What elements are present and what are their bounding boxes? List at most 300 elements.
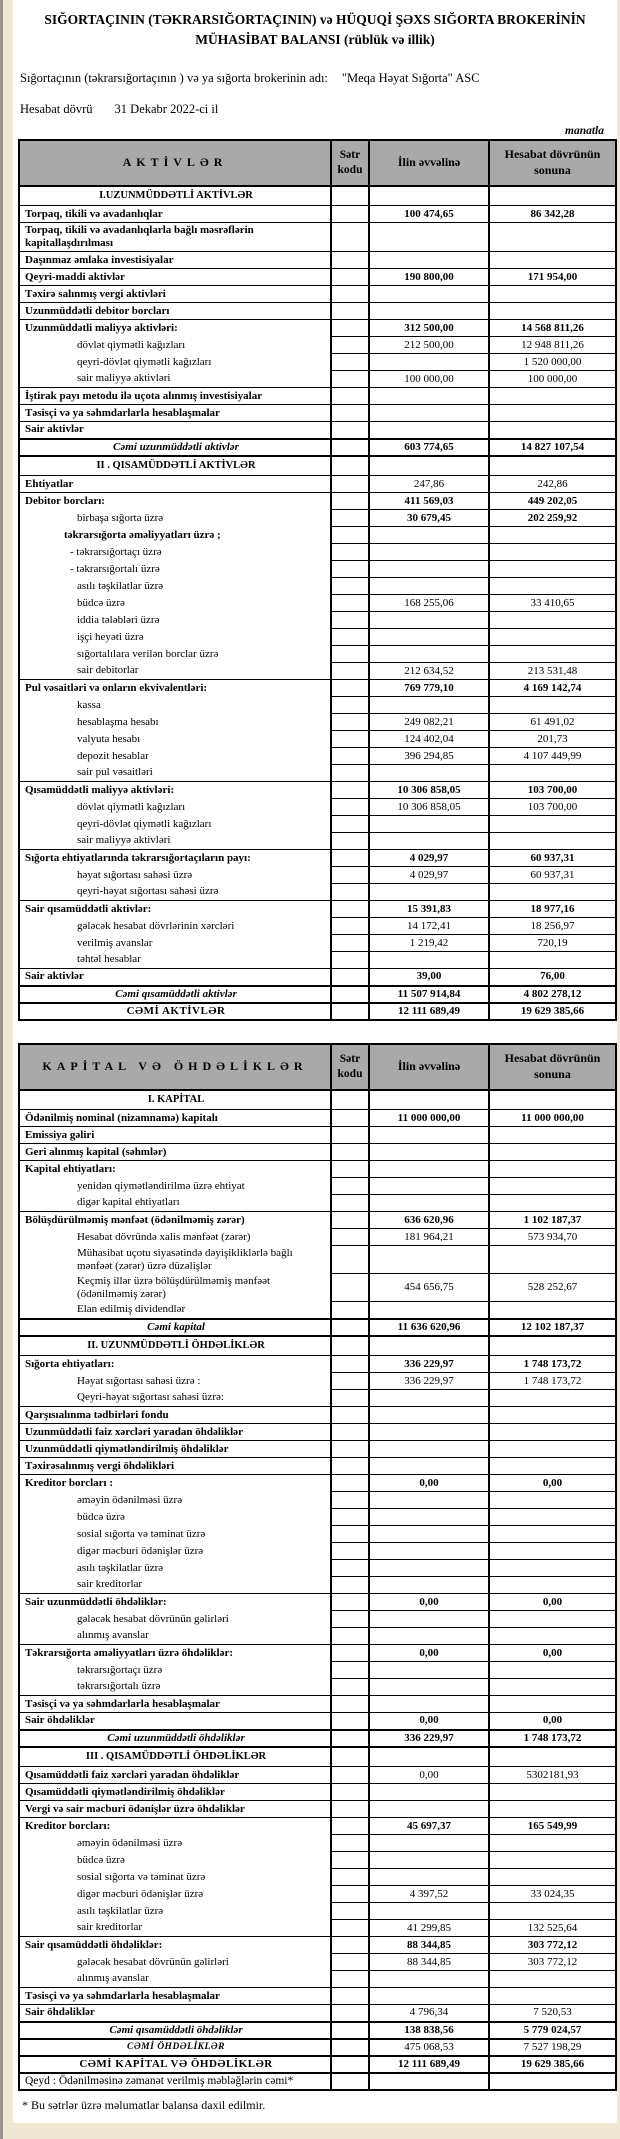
table-row	[19, 1319, 616, 1336]
row-label: Qısamüddətli maliyyə aktivləri:	[19, 782, 331, 799]
table-row	[19, 1229, 616, 1246]
row-code	[331, 663, 369, 680]
row-code	[331, 765, 369, 782]
row-value-end	[489, 1127, 616, 1144]
table-row	[19, 1645, 616, 1662]
row-value-begin	[369, 1971, 489, 1988]
row-label: Elan edilmiş dividendlər	[19, 1302, 331, 1319]
row-value-begin	[369, 833, 489, 850]
table-row	[19, 816, 616, 833]
row-value-end	[489, 223, 616, 252]
row-label: büdcə üzrə	[19, 1852, 331, 1869]
table-row	[19, 1747, 616, 1767]
row-value-end	[489, 629, 616, 646]
table-row	[19, 1801, 616, 1818]
row-value-begin	[369, 286, 489, 303]
row-value-end	[489, 527, 616, 544]
row-code	[331, 1577, 369, 1594]
row-value-begin: 4 029,97	[369, 850, 489, 867]
row-label: CƏMİ KAPİTAL VƏ ÖHDƏLİKLƏR	[19, 2056, 331, 2073]
row-code	[331, 1319, 369, 1336]
table-row	[19, 1971, 616, 1988]
row-value-end: 11 000 000,00	[489, 1110, 616, 1127]
row-label: Sığorta ehtiyatlarında təkrarsığortaçıların payı:	[19, 850, 331, 867]
row-code	[331, 206, 369, 223]
row-label: Geri alınmış kapital (səhmlər)	[19, 1144, 331, 1161]
row-label: Bölüşdürülməmiş mənfəət (ödənilməmiş zərər)	[19, 1212, 331, 1229]
row-value-end	[489, 1407, 616, 1424]
row-label: Təsisçi və ya səhmdarlarla hesablaşmalar	[19, 405, 331, 422]
row-value-begin	[369, 223, 489, 252]
row-value-begin: 336 229,97	[369, 1356, 489, 1373]
row-value-end: 60 937,31	[489, 867, 616, 884]
table-row	[19, 223, 616, 252]
table-row	[19, 986, 616, 1003]
row-value-begin: 0,00	[369, 1645, 489, 1662]
row-code	[331, 680, 369, 697]
row-code-header: Sətr kodu	[331, 1044, 369, 1090]
row-value-begin	[369, 612, 489, 629]
row-value-begin: 39,00	[369, 969, 489, 986]
row-value-end	[489, 1161, 616, 1178]
row-value-end: 4 802 278,12	[489, 986, 616, 1003]
row-code	[331, 337, 369, 354]
table-row	[19, 286, 616, 303]
row-value-begin	[369, 1336, 489, 1356]
row-value-end: 573 934,70	[489, 1229, 616, 1246]
row-value-begin	[369, 1492, 489, 1509]
row-value-begin: 11 000 000,00	[369, 1110, 489, 1127]
row-code	[331, 833, 369, 850]
row-label: Uzunmüddətli maliyyə aktivləri:	[19, 320, 331, 337]
row-code	[331, 1937, 369, 1954]
row-code	[331, 816, 369, 833]
row-value-begin: 11 636 620,96	[369, 1319, 489, 1336]
row-value-begin: 10 306 858,05	[369, 799, 489, 816]
row-value-begin	[369, 1526, 489, 1543]
row-value-end: 0,00	[489, 1594, 616, 1611]
row-label: sosial sığorta və təminat üzrə	[19, 1869, 331, 1886]
row-label: Hesabat dövründə xalis mənfəət (zərər)	[19, 1229, 331, 1246]
row-value-end: 5302181,93	[489, 1767, 616, 1784]
table-row	[19, 782, 616, 799]
row-value-end: 1 748 173,72	[489, 1356, 616, 1373]
company-label: Sığortaçının (təkrarsığortaçının ) və ya sığorta brokerinin adı:	[20, 70, 328, 85]
table-row	[19, 510, 616, 527]
row-label: qeyri-dövlət qiymətli kağızları	[19, 816, 331, 833]
row-value-end: 18 256,97	[489, 918, 616, 935]
row-value-begin	[369, 527, 489, 544]
row-value-begin: 4 796,34	[369, 2005, 489, 2022]
row-label: birbaşa sığorta üzrə	[19, 510, 331, 527]
row-value-end: 5 779 024,57	[489, 2022, 616, 2039]
row-code	[331, 269, 369, 286]
row-value-end	[489, 1336, 616, 1356]
row-value-end: 449 202,05	[489, 493, 616, 510]
row-label: Kreditor borcları:	[19, 1818, 331, 1835]
row-value-end	[489, 765, 616, 782]
table-row	[19, 1458, 616, 1475]
assets-table-header	[19, 140, 616, 186]
row-value-end: 171 954,00	[489, 269, 616, 286]
row-value-end	[489, 1560, 616, 1577]
row-label: Həyat sığortası sahəsi üzrə :	[19, 1373, 331, 1390]
row-code	[331, 422, 369, 439]
table-row	[19, 303, 616, 320]
table-row	[19, 269, 616, 286]
row-value-end	[489, 1869, 616, 1886]
row-code	[331, 731, 369, 748]
row-label: işçi heyəti üzrə	[19, 629, 331, 646]
row-value-end	[489, 1662, 616, 1679]
table-row	[19, 561, 616, 578]
row-label: həyat sığortası sahəsi üzrə	[19, 867, 331, 884]
row-label: - təkrarsığortalı üzrə	[19, 561, 331, 578]
row-label: Qısamüddətli faiz xərcləri yaradan öhdəliklər	[19, 1767, 331, 1784]
table-row	[19, 371, 616, 388]
row-value-end: 132 525,64	[489, 1920, 616, 1937]
row-value-begin	[369, 2073, 489, 2090]
row-label: Torpaq, tikili və avadanlıqlar	[19, 206, 331, 223]
row-label: Cəmi qısamüddətli aktivlər	[19, 986, 331, 1003]
row-code	[331, 1645, 369, 1662]
row-label: Uzunmüddətli faiz xərcləri yaradan öhdəliklər	[19, 1424, 331, 1441]
table-row	[19, 969, 616, 986]
row-value-end: 4 107 449,99	[489, 748, 616, 765]
row-value-end	[489, 1526, 616, 1543]
row-value-begin	[369, 388, 489, 405]
row-value-end	[489, 1424, 616, 1441]
row-value-end	[489, 1611, 616, 1628]
row-label: digər kapital ehtiyatları	[19, 1195, 331, 1212]
row-value-end	[489, 456, 616, 476]
capital-liabilities-header-title: KAPİTAL VƏ ÖHDƏLİKLƏR	[19, 1044, 331, 1090]
row-value-begin: 1 219,42	[369, 935, 489, 952]
row-label: Cəmi qısamüddətli öhdəliklər	[19, 2022, 331, 2039]
row-code	[331, 1003, 369, 1020]
row-label: qeyri-dövlət qiymətli kağızları	[19, 354, 331, 371]
row-value-begin: 10 306 858,05	[369, 782, 489, 799]
row-label: Qısamüddətli qiymətləndirilmiş öhdəliklər	[19, 1784, 331, 1801]
table-row	[19, 2056, 616, 2073]
row-value-begin: 88 344,85	[369, 1954, 489, 1971]
row-label: Cəmi uzunmüddətli aktivlər	[19, 439, 331, 456]
row-value-begin	[369, 1628, 489, 1645]
row-value-end	[489, 422, 616, 439]
table-row	[19, 1441, 616, 1458]
table-row	[19, 1767, 616, 1784]
row-code	[331, 1730, 369, 1747]
row-code	[331, 1458, 369, 1475]
row-code	[331, 186, 369, 206]
row-label: Cəmi uzunmüddətli öhdəliklər	[19, 1730, 331, 1747]
table-row	[19, 1954, 616, 1971]
table-row	[19, 833, 616, 850]
row-code	[331, 782, 369, 799]
row-label: Təxirə salınmış vergi aktivləri	[19, 286, 331, 303]
table-row	[19, 439, 616, 456]
row-value-end: 18 977,16	[489, 901, 616, 918]
row-code	[331, 1818, 369, 1835]
table-row	[19, 2022, 616, 2039]
table-row	[19, 1407, 616, 1424]
row-code	[331, 1161, 369, 1178]
row-value-end	[489, 578, 616, 595]
row-value-end: 202 259,92	[489, 510, 616, 527]
row-value-end	[489, 1852, 616, 1869]
row-code	[331, 405, 369, 422]
row-code	[331, 320, 369, 337]
row-code	[331, 901, 369, 918]
row-value-begin	[369, 303, 489, 320]
row-value-begin: 12 111 689,49	[369, 2056, 489, 2073]
row-value-begin: 15 391,83	[369, 901, 489, 918]
table-row	[19, 1852, 616, 1869]
row-value-end: 303 772,12	[489, 1937, 616, 1954]
table-row	[19, 1730, 616, 1747]
company-line	[18, 71, 612, 86]
table-row	[19, 1127, 616, 1144]
window-edge	[0, 0, 3, 2139]
row-value-begin	[369, 1869, 489, 1886]
row-value-end	[489, 1696, 616, 1713]
row-value-end: 33 410,65	[489, 595, 616, 612]
row-code	[331, 1869, 369, 1886]
row-value-begin: 14 172,41	[369, 918, 489, 935]
row-label: Qeyri-həyat sığortası sahəsi üzrə:	[19, 1390, 331, 1407]
row-value-end	[489, 252, 616, 269]
row-value-begin: 603 774,65	[369, 439, 489, 456]
row-label: sair debitorlar	[19, 663, 331, 680]
row-code	[331, 252, 369, 269]
table-row	[19, 493, 616, 510]
row-value-begin	[369, 1090, 489, 1110]
row-label: alınmış avanslar	[19, 1628, 331, 1645]
row-value-end	[489, 1971, 616, 1988]
row-code	[331, 1492, 369, 1509]
row-label: əməyin ödənilməsi üzrə	[19, 1835, 331, 1852]
table-row	[19, 405, 616, 422]
row-value-end: 103 700,00	[489, 799, 616, 816]
row-value-begin	[369, 1560, 489, 1577]
period-value: 31 Dekabr 2022-ci il	[114, 101, 219, 116]
row-code	[331, 850, 369, 867]
row-value-begin	[369, 422, 489, 439]
row-code	[331, 1127, 369, 1144]
row-value-end: 165 549,99	[489, 1818, 616, 1835]
row-value-begin: 396 294,85	[369, 748, 489, 765]
table-row	[19, 1492, 616, 1509]
footnote: * Bu sətrlər üzrə məlumatlar balansa daxil edilmir.	[22, 2097, 266, 2112]
row-value-begin	[369, 1801, 489, 1818]
row-label: Qeyd : Ödənilməsinə zəmanət verilmiş məbləğlərin cəmi*	[19, 2073, 331, 2090]
row-code	[331, 1784, 369, 1801]
table-row	[19, 252, 616, 269]
table-row	[19, 206, 616, 223]
table-row	[19, 1577, 616, 1594]
row-value-begin	[369, 544, 489, 561]
row-label: Sair aktivlər	[19, 422, 331, 439]
row-value-begin: 168 255,06	[369, 595, 489, 612]
row-value-end: 1 520 000,00	[489, 354, 616, 371]
table-row	[19, 1373, 616, 1390]
row-label: Emissiya gəliri	[19, 1127, 331, 1144]
row-value-end	[489, 1988, 616, 2005]
row-code	[331, 439, 369, 456]
row-label: gələcək hesabat dövrünün gəlirləri	[19, 1954, 331, 1971]
row-label: Debitor borcları:	[19, 493, 331, 510]
table-row	[19, 1336, 616, 1356]
row-label: əməyin ödənilməsi üzrə	[19, 1492, 331, 1509]
row-value-begin: 769 779,10	[369, 680, 489, 697]
table-row	[19, 867, 616, 884]
row-value-end	[489, 303, 616, 320]
row-value-end	[489, 1458, 616, 1475]
table-row	[19, 1903, 616, 1920]
row-value-end: 0,00	[489, 1645, 616, 1662]
row-code	[331, 1090, 369, 1110]
row-label: Keçmiş illər üzrə bölüşdürülməmiş mənfəət (ödənilməmiş zərər)	[19, 1274, 331, 1302]
row-label: sair maliyyə aktivləri	[19, 833, 331, 850]
row-label: Ehtiyatlar	[19, 476, 331, 493]
table-row	[19, 476, 616, 493]
table-row	[19, 1835, 616, 1852]
table-row	[19, 1920, 616, 1937]
row-value-begin: 12 111 689,49	[369, 1003, 489, 1020]
row-code	[331, 303, 369, 320]
row-value-end: 1 748 173,72	[489, 1373, 616, 1390]
table-row	[19, 595, 616, 612]
table-row	[19, 680, 616, 697]
table-row	[19, 1195, 616, 1212]
row-value-begin	[369, 1302, 489, 1319]
row-label: asılı təşkilatlar üzrə	[19, 1903, 331, 1920]
row-label: Pul vəsaitləri və onların ekvivalentləri:	[19, 680, 331, 697]
row-value-begin	[369, 765, 489, 782]
row-label: Təkrarsığorta əməliyyatları üzrə öhdəliklər:	[19, 1645, 331, 1662]
row-value-end	[489, 1784, 616, 1801]
row-label: sosial sığorta və təminat üzrə	[19, 1526, 331, 1543]
table-row	[19, 1679, 616, 1696]
row-code	[331, 578, 369, 595]
table-row	[19, 1869, 616, 1886]
row-code	[331, 510, 369, 527]
row-value-end	[489, 1577, 616, 1594]
row-code	[331, 1302, 369, 1319]
row-code	[331, 1407, 369, 1424]
row-code	[331, 1747, 369, 1767]
row-value-begin: 454 656,75	[369, 1274, 489, 1302]
row-code	[331, 1526, 369, 1543]
row-value-end	[489, 286, 616, 303]
row-label: sair pul vəsaitləri	[19, 765, 331, 782]
row-label: II. UZUNMÜDDƏTLİ ÖHDƏLİKLƏR	[19, 1336, 331, 1356]
table-row	[19, 1713, 616, 1730]
table-row	[19, 884, 616, 901]
row-label: Qeyri-maddi aktivlər	[19, 269, 331, 286]
row-value-begin: 0,00	[369, 1475, 489, 1492]
row-value-begin	[369, 1195, 489, 1212]
row-label: Təsisçi və ya səhmdarlarla hesablaşmalar	[19, 1988, 331, 2005]
table-row	[19, 1003, 616, 1020]
row-label: Kapital ehtiyatları:	[19, 1161, 331, 1178]
table-row	[19, 918, 616, 935]
table-row	[19, 1161, 616, 1178]
table-row	[19, 952, 616, 969]
row-label: gələcək hesabat dövrünün gəlirləri	[19, 1611, 331, 1628]
row-value-begin: 190 800,00	[369, 269, 489, 286]
row-value-end	[489, 1246, 616, 1274]
table-row	[19, 1988, 616, 2005]
row-value-begin	[369, 1543, 489, 1560]
table-row	[19, 646, 616, 663]
row-value-end: 86 342,28	[489, 206, 616, 223]
end-of-period-header: Hesabat dövrünün sonuna	[489, 140, 616, 186]
row-code	[331, 1835, 369, 1852]
row-value-begin: 636 620,96	[369, 1212, 489, 1229]
table-row	[19, 1475, 616, 1492]
row-value-end	[489, 1441, 616, 1458]
row-label: İştirak payı metodu ilə uçota alınmış investisiyalar	[19, 388, 331, 405]
row-value-begin	[369, 1458, 489, 1475]
table-row	[19, 1611, 616, 1628]
row-value-end	[489, 405, 616, 422]
row-value-end: 1 748 173,72	[489, 1730, 616, 1747]
table-row	[19, 1784, 616, 1801]
row-value-end: 201,73	[489, 731, 616, 748]
row-value-begin: 0,00	[369, 1713, 489, 1730]
row-value-end: 14 568 811,26	[489, 320, 616, 337]
row-value-begin: 249 082,21	[369, 714, 489, 731]
table-row	[19, 2005, 616, 2022]
row-value-end: 76,00	[489, 969, 616, 986]
row-value-end	[489, 1195, 616, 1212]
row-code	[331, 1144, 369, 1161]
row-value-end: 7 520,53	[489, 2005, 616, 2022]
row-label: CƏMİ ÖHDƏLİKLƏR	[19, 2039, 331, 2056]
row-value-begin: 0,00	[369, 1767, 489, 1784]
row-label: valyuta hesabı	[19, 731, 331, 748]
table-row	[19, 1090, 616, 1110]
row-label: Sığorta ehtiyatları:	[19, 1356, 331, 1373]
table-row	[19, 1110, 616, 1127]
row-label: Qarşısıalınma tədbirləri fondu	[19, 1407, 331, 1424]
row-value-begin	[369, 1390, 489, 1407]
row-label: təkrarsığorta əməliyyatları üzrə ;	[19, 527, 331, 544]
table-row	[19, 765, 616, 782]
row-label: Uzunmüddətli qiymətləndirilmiş öhdəliklər	[19, 1441, 331, 1458]
row-code	[331, 1110, 369, 1127]
row-label: dövlət qiymətli kağızları	[19, 337, 331, 354]
row-value-begin: 88 344,85	[369, 1937, 489, 1954]
row-code	[331, 1475, 369, 1492]
begin-of-year-header: İlin əvvəlinə	[369, 140, 489, 186]
row-value-begin	[369, 697, 489, 714]
row-code	[331, 1886, 369, 1903]
row-label: Sair qısamüddətli öhdəliklər:	[19, 1937, 331, 1954]
table-row	[19, 320, 616, 337]
row-value-end	[489, 1509, 616, 1526]
row-code	[331, 799, 369, 816]
row-value-begin: 411 569,03	[369, 493, 489, 510]
row-code	[331, 1178, 369, 1195]
row-value-end: 19 629 385,66	[489, 1003, 616, 1020]
row-code	[331, 371, 369, 388]
row-value-begin	[369, 1127, 489, 1144]
company-name: "Meqa Həyat Sığorta" ASC	[341, 70, 480, 85]
row-value-end	[489, 1390, 616, 1407]
row-label: Vergi və sair məcburi ödənişlər üzrə öhdəliklər	[19, 1801, 331, 1818]
